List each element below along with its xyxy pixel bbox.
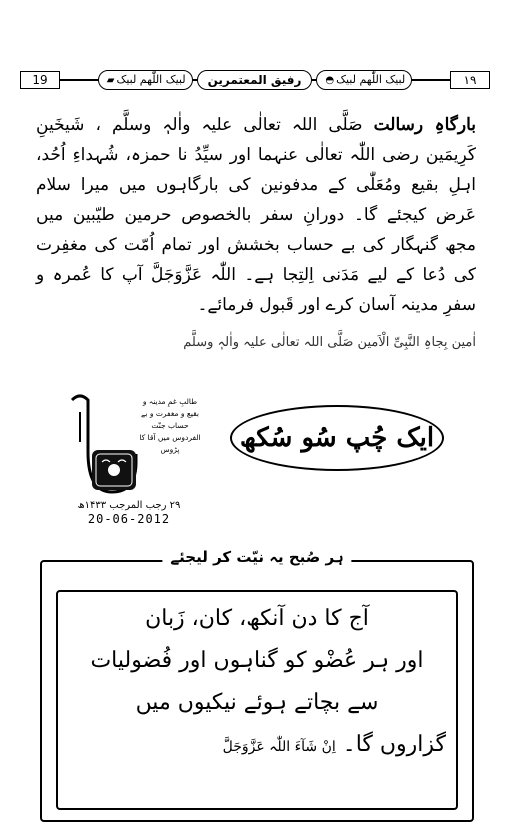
header-chip-right-label: لبیک اللّٰھم لبیک — [336, 73, 406, 86]
dome-icon: ◓ — [325, 75, 335, 86]
dua-line: اٰمین بِجاہِ النَّبِیِّ الْاَمین صَلَّی اللہ تعالٰی علیہ واٰلہٖ وسلَّم — [183, 335, 476, 350]
intention-line-4-suffix: اِنْ شَآءَ اللّٰہ عَزَّوَجَلَّ — [222, 739, 336, 755]
main-text — [36, 110, 476, 358]
seal-stamp — [62, 392, 201, 497]
intention-heading: ہر صُبح یہ نیّت کر لیجئے — [162, 548, 351, 566]
main-paragraph — [36, 110, 476, 320]
seal-text: طالبِ غمِ مدینہ و بقیع و مغفرت و بے حساب جنّت الفردوس میں آقا کا پڑوس — [139, 397, 201, 454]
intention-box — [40, 548, 474, 822]
intention-line-3: سے بچاتے ہوئے نیکیوں میں — [135, 690, 379, 715]
seal-emblem-icon — [62, 392, 142, 497]
header-chip-left-label: لبیک اللّٰھم لبیک — [116, 73, 186, 86]
intention-line-1: آج کا دن آنکھ، کان، زَبان — [145, 606, 369, 631]
intention-inner — [56, 590, 458, 810]
header-chip-right — [316, 70, 412, 90]
slogan-oval — [230, 405, 444, 471]
gregorian-date: 20-06-2012 — [87, 512, 171, 526]
page-header — [20, 68, 490, 92]
intention-line-4 — [58, 724, 456, 768]
hijri-date: ۲۹ رجب المرجب ۱۴۳۳ھ — [77, 500, 181, 511]
paragraph-body: صَلَّی اللہ تعالٰی علیہ واٰلہٖ وسلَّم ، شَیخَینِ کَرِیمَین رضی اللّٰہ تعالٰی عنہما اور سیِّدُ نا حمزہ، شُہداءِ اُحُد، اہلِ بقیع ومُعَلّٰی کے مدفونین کی بارگاہوں میں میرا سلام عَرض کیجئے گا۔ دورانِ سفر بالخصوص حرمین طیّبین میں مجھ گنہگار کی بے حساب بخشش اور تمام اُمّت کی مغفِرت کی دُعا کے لیے مَدَنی اِلتِجا ہے۔ اللّٰہ عَزَّوَجَلَّ آپ کا عُمرہ و سفرِ مدینہ آسان کرے اور قَبول فرمائے۔ — [36, 115, 476, 315]
page-number-right: ١٩ — [450, 71, 490, 89]
slogan-text: ایک چُپ سُو سُکھ — [239, 423, 435, 453]
intention-line-4-text: گزاروں گا۔ — [342, 732, 446, 757]
paragraph-lead: بارگاہِ رسالت — [373, 115, 477, 135]
book-title: رفیق المعتمرین — [197, 70, 313, 90]
page-number-left: 19 — [20, 71, 60, 89]
intention-line-2: اور ہر عُضْو کو گناہوں اور فُضولیات — [90, 648, 424, 673]
kaaba-icon: ▰ — [106, 75, 115, 86]
header-chip-left — [98, 70, 193, 90]
